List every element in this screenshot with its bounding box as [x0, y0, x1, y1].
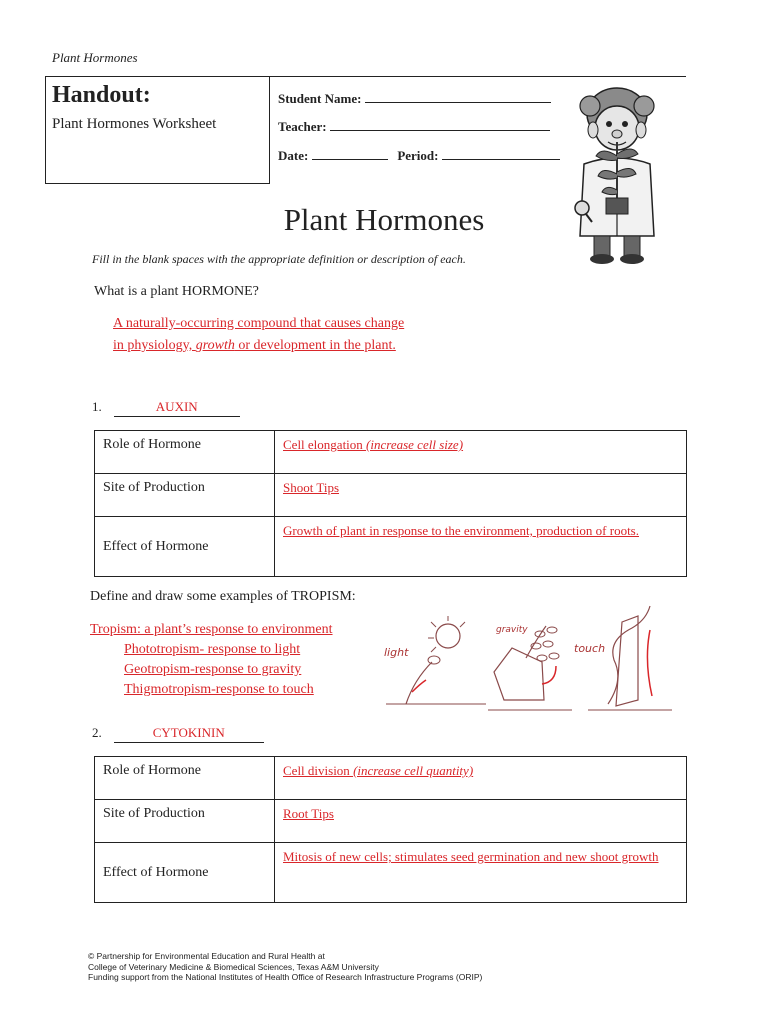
row-value: Root Tips [275, 800, 687, 843]
running-head: Plant Hormones [52, 50, 138, 65]
value-emphasis: (increase cell quantity) [353, 763, 474, 778]
teacher-label: Teacher: [278, 119, 327, 134]
period-label: Period: [397, 148, 439, 163]
section-2-heading [92, 724, 264, 743]
page-title: Plant Hormones [283, 202, 485, 237]
student-name-field [278, 90, 551, 107]
bent-stem [406, 662, 432, 704]
section-2-name: CYTOKININ [114, 725, 264, 743]
row-label: Effect of Hormone [95, 843, 275, 903]
section-2-number: 2. [92, 725, 102, 740]
footer-line: Funding support from the National Institutes of Health Office of Research Infrastructure Programs (ORIP) [88, 972, 483, 982]
tropism-definition: Tropism: a plant’s response to environment [90, 622, 333, 637]
answer-text-emphasis: growth [195, 338, 235, 353]
table-row [95, 431, 687, 474]
bud [428, 656, 440, 664]
handout-title: Handout: [52, 82, 151, 108]
answer-text-pre: in physiology, [113, 338, 196, 353]
climbing-vine [608, 606, 650, 704]
row-value [275, 431, 687, 474]
section-1-number: 1. [92, 399, 102, 414]
table-row [95, 757, 687, 800]
tropism-intro: Define and draw some examples of TROPISM: [90, 589, 356, 604]
date-blank [312, 147, 388, 160]
plant-leaves [531, 627, 559, 661]
tropism-sketches [376, 600, 676, 718]
table-row [95, 800, 687, 843]
tropism-type: Phototropism- response to light [124, 642, 301, 657]
footer-line: College of Veterinary Medicine & Biomedical Sciences, Texas A&M University [88, 961, 379, 972]
period-blank [442, 147, 560, 160]
sketch-label-light: light [384, 646, 409, 659]
support-pole [616, 616, 638, 706]
footer-line: © Partnership for Environmental Education and Rural Health at [88, 951, 325, 961]
value-text: Cell division [283, 763, 354, 778]
section-1-heading [92, 398, 240, 417]
auxin-table [94, 430, 687, 577]
footer [88, 951, 482, 983]
hormone-answer-line-2 [113, 338, 396, 354]
row-label: Effect of Hormone [95, 517, 275, 577]
date-label: Date: [278, 148, 309, 163]
hormone-question: What is a plant HORMONE? [94, 284, 259, 299]
row-value [275, 757, 687, 800]
student-name-label: Student Name: [278, 91, 362, 106]
tropism-type: Geotropism-response to gravity [124, 662, 302, 677]
tilted-pot [494, 648, 544, 700]
value-emphasis: (increase cell size) [366, 437, 464, 452]
handout-subtitle: Plant Hormones Worksheet [52, 116, 217, 132]
row-value: Growth of plant in response to the environment, production of roots. [275, 517, 687, 577]
sketch-label-gravity: gravity [496, 625, 528, 635]
student-name-blank [365, 90, 551, 103]
teacher-blank [330, 118, 550, 131]
instructions: Fill in the blank spaces with the appropriate definition or description of each. [92, 252, 466, 266]
row-label: Role of Hormone [95, 757, 275, 800]
cytokinin-table [94, 756, 687, 903]
row-label: Site of Production [95, 474, 275, 517]
table-row [95, 474, 687, 517]
sketch-label-touch: touch [574, 642, 606, 655]
value-text: Cell elongation [283, 437, 367, 452]
row-value: Shoot Tips [275, 474, 687, 517]
hormone-answer-line-1: A naturally-occurring compound that causes change [113, 316, 405, 331]
table-row [95, 517, 687, 577]
arrow-gravity-icon [542, 666, 556, 684]
teacher-field [278, 118, 550, 135]
arrow-touch-icon [647, 630, 652, 696]
answer-text-post: or development in the plant. [234, 338, 396, 353]
table-row [95, 843, 687, 903]
row-value: Mitosis of new cells; stimulates seed germination and new shoot growth [275, 843, 687, 903]
row-label: Role of Hormone [95, 431, 275, 474]
date-period-field [278, 147, 560, 164]
plant-stem [526, 626, 546, 658]
tropism-type: Thigmotropism-response to touch [124, 682, 314, 697]
header-rule [270, 76, 686, 77]
sun-icon [436, 624, 460, 648]
row-label: Site of Production [95, 800, 275, 843]
scientist-clipart-icon [566, 86, 668, 266]
section-1-name: AUXIN [114, 399, 240, 417]
